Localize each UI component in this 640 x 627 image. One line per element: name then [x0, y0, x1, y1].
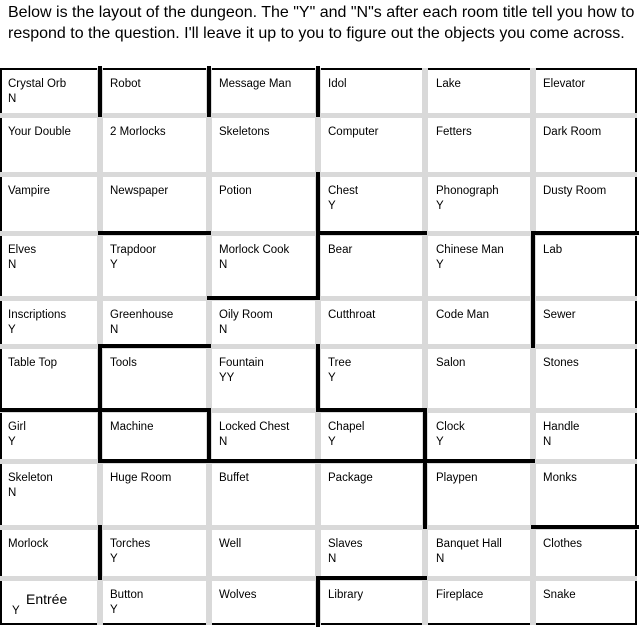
wall-horizontal [98, 408, 211, 412]
room-response: N [219, 436, 228, 448]
room-cell [219, 237, 314, 296]
room-cell [436, 582, 529, 623]
room-cell [543, 531, 633, 576]
dungeon-map-grid [0, 68, 640, 627]
room-response: N [8, 259, 17, 271]
room-cell [110, 414, 205, 459]
room-title: Playpen [436, 472, 478, 484]
room-response: Y [110, 553, 118, 565]
room-title: Salon [436, 357, 466, 369]
room-cell [328, 178, 421, 231]
room-title: Computer [328, 126, 379, 138]
room-cell [110, 531, 205, 576]
room-response: YY [219, 372, 235, 384]
wall-horizontal [316, 459, 535, 463]
room-cell [543, 465, 633, 525]
room-title: Clock [436, 421, 465, 433]
room-cell [219, 119, 314, 172]
wall-vertical [207, 408, 211, 463]
room-cell [436, 119, 529, 172]
room-cell [219, 582, 314, 623]
room-title: Message Man [219, 78, 292, 90]
room-title: Trapdoor [110, 244, 157, 256]
room-cell [543, 237, 633, 296]
room-title: Skeletons [219, 126, 270, 138]
room-cell [8, 531, 96, 576]
room-cell [328, 531, 421, 576]
wall-horizontal [531, 231, 639, 235]
wall-vertical [531, 231, 535, 348]
room-title: Oily Room [219, 309, 273, 321]
room-title: Vampire [8, 185, 50, 197]
room-title: Buffet [219, 472, 249, 484]
room-cell [8, 414, 96, 459]
room-title: Table Top [8, 357, 58, 369]
wall-horizontal [531, 525, 639, 529]
room-title: Phonograph [436, 185, 499, 197]
room-cell [543, 71, 633, 112]
room-cell [328, 582, 421, 623]
room-title: Wolves [219, 589, 257, 601]
wall-vertical [316, 576, 320, 627]
room-response: Y [8, 436, 16, 448]
room-response: N [219, 324, 228, 336]
room-title: Fountain [219, 357, 264, 369]
room-response: Y [328, 436, 336, 448]
room-cell [436, 178, 529, 231]
room-cell [8, 465, 96, 525]
wall-horizontal [316, 576, 427, 580]
room-cell [436, 531, 529, 576]
wall-vertical [316, 172, 320, 300]
room-title: Chinese Man [436, 244, 504, 256]
wall-horizontal [98, 231, 211, 235]
room-title: Morlock Cook [219, 244, 290, 256]
room-cell [219, 71, 314, 112]
room-cell [543, 178, 633, 231]
room-title: Banquet Hall [436, 538, 502, 550]
room-cell [436, 414, 529, 459]
room-title: Newspaper [110, 185, 169, 197]
room-cell [328, 414, 421, 459]
room-title: Library [328, 589, 364, 601]
room-response: Y [328, 200, 336, 212]
room-cell [8, 582, 96, 623]
room-response: Y [436, 259, 444, 271]
room-title: Robot [110, 78, 141, 90]
room-cell [219, 350, 314, 408]
room-title: Fetters [436, 126, 472, 138]
wall-vertical [98, 525, 102, 580]
wall-vertical [316, 344, 320, 412]
wall-horizontal [207, 459, 320, 463]
room-response: N [219, 259, 228, 271]
room-title: Code Man [436, 309, 490, 321]
room-cell [110, 237, 205, 296]
room-response: Y [436, 436, 444, 448]
room-cell [8, 302, 96, 344]
room-title: Button [110, 589, 144, 601]
room-title: 2 Morlocks [110, 126, 166, 138]
room-cell [219, 178, 314, 231]
intro-text: Below is the layout of the dungeon. The "Y" and "N"s after each room title tell you how to respond to the question. I'll leave it up to you to figure out the objects you come across. [8, 4, 635, 42]
room-cell [436, 302, 529, 344]
room-cell [110, 582, 205, 623]
room-cell [436, 237, 529, 296]
room-title: Lake [436, 78, 461, 90]
room-title: Huge Room [110, 472, 172, 484]
room-cell [8, 237, 96, 296]
room-cell [219, 302, 314, 344]
room-cell [110, 178, 205, 231]
room-cell [219, 414, 314, 459]
room-cell [543, 302, 633, 344]
room-title: Entrée [26, 591, 68, 607]
room-title: Elevator [543, 78, 586, 90]
room-cell [328, 71, 421, 112]
room-cell [543, 350, 633, 408]
room-title: Greenhouse [110, 309, 174, 321]
room-title: Morlock [8, 538, 49, 550]
wall-vertical [98, 66, 102, 117]
room-cell [110, 119, 205, 172]
wall-vertical [423, 408, 427, 529]
room-cell [110, 465, 205, 525]
room-cell [110, 302, 205, 344]
room-cell [328, 465, 421, 525]
wall-vertical [207, 66, 211, 117]
room-title: Handle [543, 421, 580, 433]
room-cell [328, 119, 421, 172]
room-title: Inscriptions [8, 309, 67, 321]
room-cell [543, 414, 633, 459]
room-title: Your Double [8, 126, 71, 138]
room-response: Y [110, 604, 118, 616]
room-title: Tools [110, 357, 137, 369]
room-cell [436, 465, 529, 525]
room-title: Idol [328, 78, 347, 90]
room-title: Well [219, 538, 242, 550]
room-response: Y [436, 200, 444, 212]
room-cell [110, 350, 205, 408]
room-response: Y [110, 259, 118, 271]
room-title: Cutthroat [328, 309, 376, 321]
room-title: Locked Chest [219, 421, 290, 433]
room-response: N [110, 324, 119, 336]
wall-horizontal [207, 296, 320, 300]
room-title: Lab [543, 244, 563, 256]
room-title: Bear [328, 244, 353, 256]
room-cell [436, 350, 529, 408]
room-title: Snake [543, 589, 576, 601]
room-title: Torches [110, 538, 151, 550]
room-response: N [8, 487, 17, 499]
room-response: Y [8, 324, 16, 336]
wall-horizontal [316, 408, 427, 412]
room-title: Clothes [543, 538, 582, 550]
room-cell [328, 237, 421, 296]
wall-vertical [98, 344, 102, 463]
wall-horizontal [0, 408, 102, 412]
room-title: Crystal Orb [8, 78, 67, 90]
room-response: N [328, 553, 337, 565]
room-cell [8, 119, 96, 172]
room-title: Dusty Room [543, 185, 607, 197]
room-cell [328, 302, 421, 344]
room-title: Chapel [328, 421, 365, 433]
room-title: Machine [110, 421, 154, 433]
room-title: Fireplace [436, 589, 484, 601]
room-title: Potion [219, 185, 252, 197]
room-response: N [543, 436, 552, 448]
room-title: Stones [543, 357, 579, 369]
wall-horizontal [98, 344, 211, 348]
room-cell [219, 531, 314, 576]
room-title: Elves [8, 244, 37, 256]
room-cell [110, 71, 205, 112]
room-title: Chest [328, 185, 359, 197]
room-cell [219, 465, 314, 525]
wall-vertical [316, 66, 320, 117]
room-cell [543, 582, 633, 623]
room-title: Slaves [328, 538, 363, 550]
room-title: Tree [328, 357, 352, 369]
room-title: Sewer [543, 309, 576, 321]
room-response: N [8, 93, 17, 105]
room-title: Girl [8, 421, 26, 433]
room-response: Y [328, 372, 336, 384]
room-cell [328, 350, 421, 408]
room-title: Monks [543, 472, 577, 484]
wall-horizontal [98, 459, 211, 463]
room-title: Skeleton [8, 472, 53, 484]
room-response: Y [12, 605, 20, 617]
room-title: Dark Room [543, 126, 602, 138]
room-cell [8, 350, 96, 408]
room-cell [543, 119, 633, 172]
room-cell [436, 71, 529, 112]
room-cell [8, 71, 96, 112]
room-title: Package [328, 472, 373, 484]
room-cell [8, 178, 96, 231]
wall-horizontal [316, 231, 427, 235]
room-response: N [436, 553, 445, 565]
